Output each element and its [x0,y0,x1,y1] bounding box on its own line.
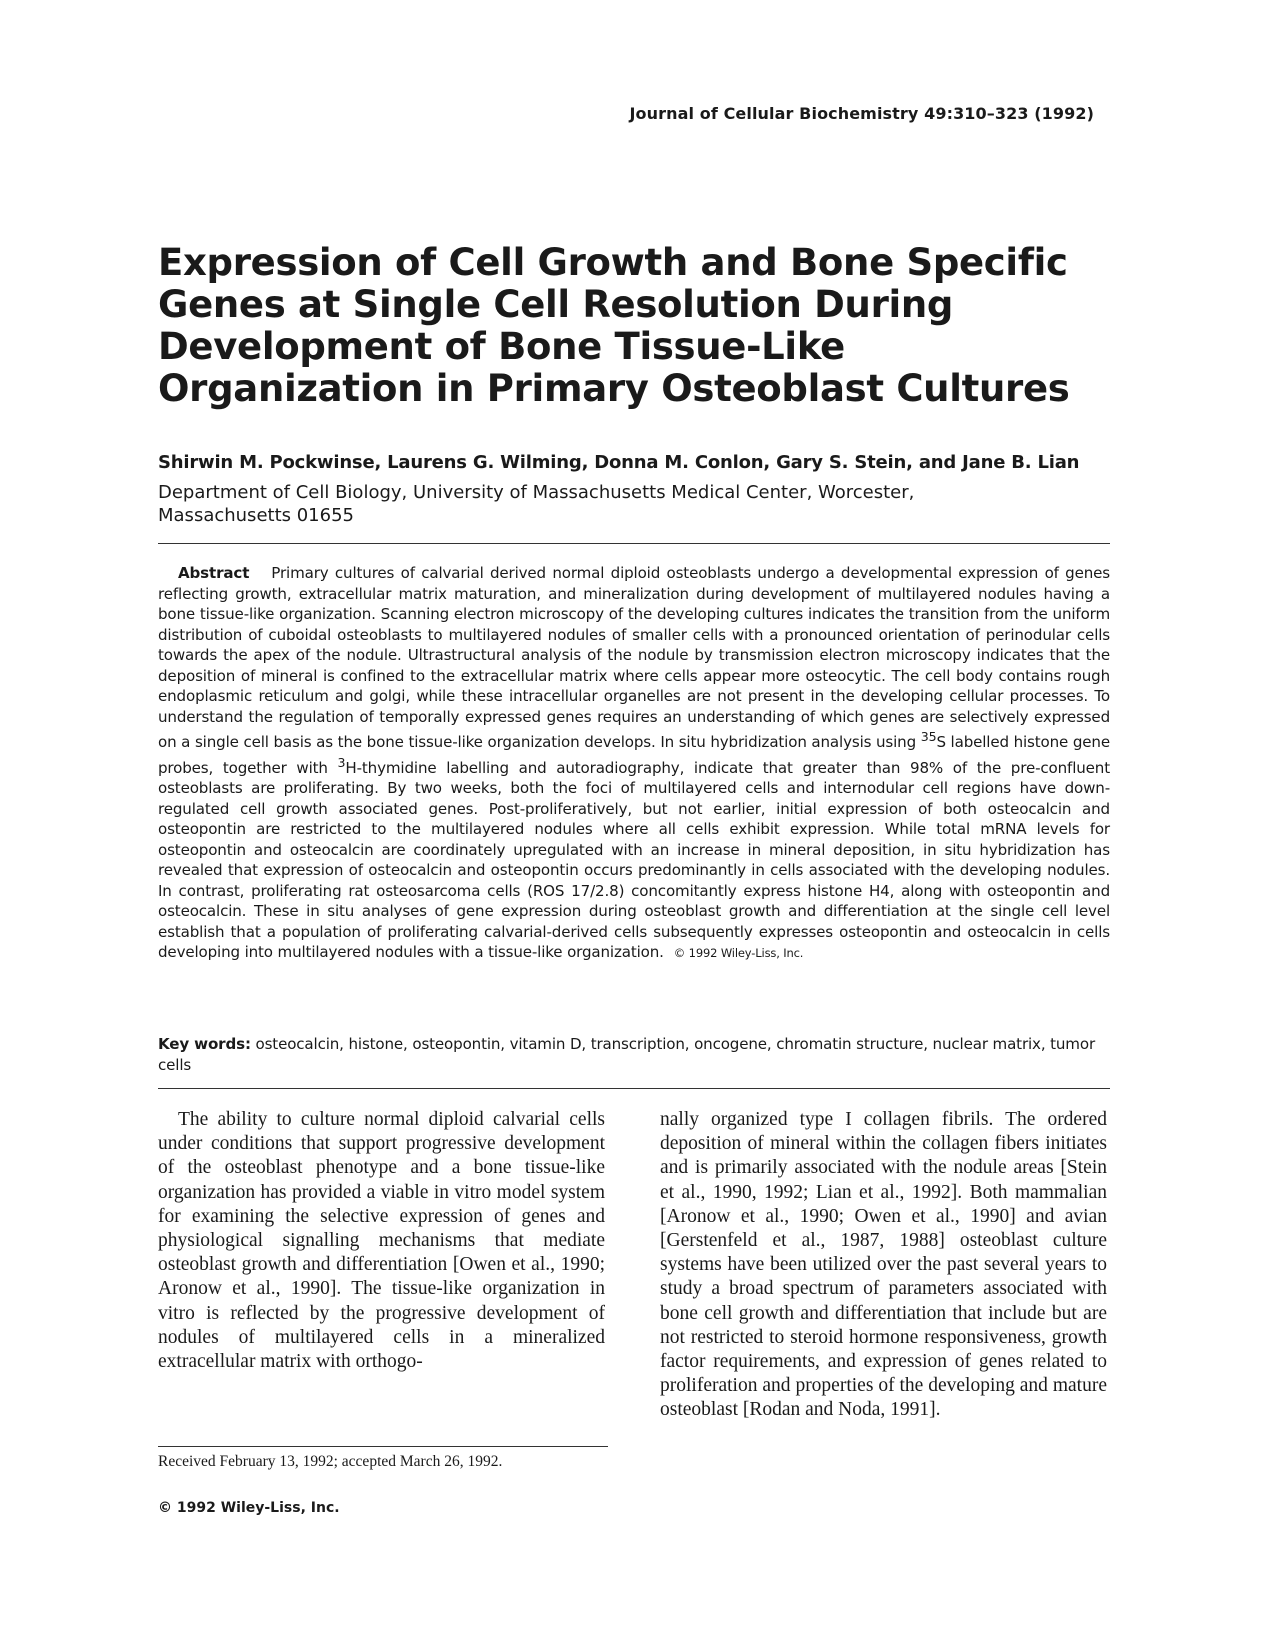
footer-copyright: © 1992 Wiley-Liss, Inc. [158,1500,340,1516]
abstract-sup-35: 35 [920,729,937,744]
keywords [158,1034,1110,1075]
footnote-divider [158,1446,608,1447]
body-paragraph-right: nally organized type I collagen fibrils. The ordered deposition of mineral within the collagen fibers initiates and is primarily associated with the nodule areas [Stein et al., 1990, 1992; Lian et al., 1992]. Both mammalian [Aronow et al., 1990; Owen et al., 1990] and avian [Gerstenfeld et al., 1987, 1988] osteoblast culture systems have been utilized over the past several years to study a broad spectrum of parameters associated with bone cell growth and differentiation that include but are not restricted to steroid hormone responsiveness, growth factor requirements, and expression of genes related to proliferation and properties of the developing and mature osteoblast [Rodan and Noda, 1991]. [660,1109,1107,1421]
keywords-text: osteocalcin, histone, osteopontin, vitamin D, transcription, oncogene, chromatin structure, nuclear matrix, tumor cells [158,1035,1095,1074]
body-column-right [660,1108,1107,1423]
abstract-copyright: © 1992 Wiley-Liss, Inc. [673,946,804,961]
body-paragraph-left: The ability to culture normal diploid calvarial cells under conditions that support progressive development of the osteoblast phenotype and a bone tissue-like organization has provided a viable in vitro model system for examining the selective expression of genes and physiological signalling mechanisms that mediate osteoblast growth and differentiation [Owen et al., 1990; Aronow et al., 1990]. The tissue-like organization in vitro is reflected by the progressive development of nodules of multilayered cells in a mineralized extracellular matrix with orthogo- [158,1109,605,1373]
affiliation-line-1: Department of Cell Biology, University of Massachusetts Medical Center, Worcester, [158,482,915,503]
abstract-text-1: Primary cultures of calvarial derived normal diploid osteoblasts undergo a developmental expression of genes reflecting growth, extracellular matrix maturation, and mineralization during development of multilayered nodules having a bone tissue-like organization. Scanning electron microscopy of the developing cultures indicates the transition from the uniform distribution of cuboidal osteoblasts to multilayered nodules of smaller cells with a pronounced orientation of perinodular cells towards the apex of the nodule. Ultrastructural analysis of the nodule by transmission electron microscopy indicates that the deposition of mineral is confined to the extracellular matrix where cells appear more osteocytic. The cell body contains rough endoplasmic reticulum and golgi, while these intracellular organelles are not present in the developing cellular processes. To understand the regulation of temporally expressed genes requires an understanding of which genes are selectively expressed on a single cell basis as the bone tissue-like organization develops. In situ hybridization analysis using [158,564,1110,752]
journal-header: Journal of Cellular Biochemistry 49:310–323 (1992) [629,104,1094,123]
abstract-text-2: S labelled histone gene probes, together with [158,733,1110,777]
keywords-label: Key words: [158,1035,251,1053]
author-list: Shirwin M. Pockwinse, Laurens G. Wilming, Donna M. Conlon, Gary S. Stein, and Jane B. Lian [158,452,1080,473]
received-footnote: Received February 13, 1992; accepted March 26, 1992. [158,1453,503,1470]
affiliation-line-2: Massachusetts 01655 [158,505,354,526]
divider-top [158,543,1110,544]
abstract [158,563,1110,964]
abstract-sup-3: 3 [337,754,346,770]
abstract-label: Abstract [178,564,250,582]
body-column-left [158,1108,605,1374]
abstract-text-3: H-thymidine labelling and autoradiography, indicate that greater than 98% of the pre-confluent osteoblasts are proliferating. By two weeks, both the foci of multilayered cells and internodular cell regions have down-regulated cell growth associated genes. Post-proliferatively, but not earlier, initial expression of both osteocalcin and osteopontin are restricted to the multilayered nodules where all cells exhibit expression. While total mRNA levels for osteopontin and osteocalcin are coordinately upregulated with an increase in mineral deposition, in situ hybridization has revealed that expression of osteocalcin and osteopontin occurs predominantly in cells associated with the developing nodules. In contrast, proliferating rat osteosarcoma cells (ROS 17/2.8) concomitantly express histone H4, along with osteopontin and osteocalcin. These in situ analyses of gene expression during osteoblast growth and differentiation at the single cell level establish that a population of proliferating calvarial-derived cells subsequently expresses osteopontin and osteocalcin in cells developing into multilayered nodules with a tissue-like organization. [158,758,1110,962]
article-title: Expression of Cell Growth and Bone Specific Genes at Single Cell Resolution During Development of Bone Tissue-Like Organization in Primary Osteoblast Cultures [158,241,1070,410]
affiliation [158,481,1058,527]
divider-body [158,1088,1110,1089]
